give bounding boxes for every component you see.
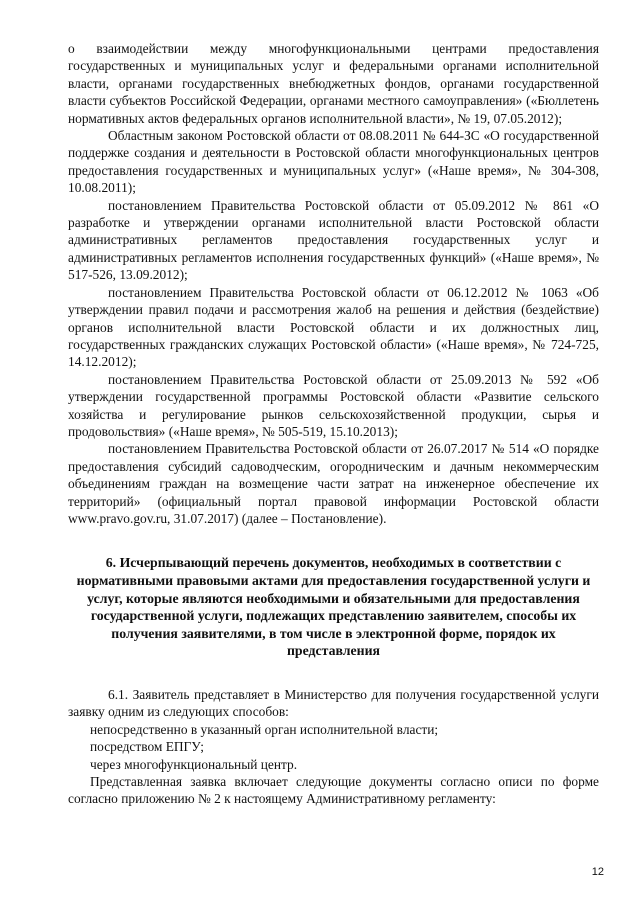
- paragraph-resolution-514: постановлением Правительства Ростовской области от 26.07.2017 № 514 «О порядке предоставления субсидий садоводческим, огородническим и дачным некоммерческим объединениям граждан на возмещение части затрат на инженерное обеспечение их территорий» (официальный портал правовой информации Ростовской области www.pravo.gov.ru, 31.07.2017) (далее – Постановление).: [68, 441, 599, 526]
- list-item-epgu: посредством ЕПГУ;: [90, 739, 204, 755]
- paragraph-interaction-resolution: о взаимодействии между многофункциональными центрами предоставления государственных и муниципальных услуг и федеральными органами исполнительной власти, органами государственных внебюджетных фондов, органами государственной власти субъектов Российской Федерации, органами местного самоуправления» («Бюллетень нормативных актов федеральных органов исполнительной власти», № 19, 07.05.2012);: [68, 41, 599, 126]
- paragraph-6-1: 6.1. Заявитель представляет в Министерство для получения государственной услуги заявку одним из следующих способов:: [68, 686, 599, 720]
- paragraph-regional-law-644: Областным законом Ростовской области от 08.08.2011 № 644-ЗС «О государственной поддержке создания и деятельности в Ростовской области многофункциональных центров предоставления государственных и муниципальных услуг» («Наше время», № 304-308, 10.08.2011);: [68, 128, 599, 196]
- paragraph-application-contents: Представленная заявка включает следующие документы согласно описи по форме согласно приложению № 2 к настоящему Административному регламенту:: [68, 773, 599, 807]
- paragraph-resolution-1063: постановлением Правительства Ростовской области от 06.12.2012 № 1063 «Об утверждении правил подачи и рассмотрения жалоб на решения и действия (бездействие) органов исполнительной власти Ростовской области и их должностных лиц, государственных гражданских служащих Ростовской области» («Наше время», № 724-725, 14.12.2012);: [68, 284, 599, 370]
- page-number: 12: [591, 866, 604, 878]
- paragraph-resolution-861: постановлением Правительства Ростовской области от 05.09.2012 № 861 «О разработке и утверждении органами исполнительной власти Ростовской области административных регламентов предоставления государственных услуг и административных регламентов исполнения государственных функций» («Наше время», № 517-526, 13.09.2012);: [68, 197, 599, 283]
- section-6-heading: 6. Исчерпывающий перечень документов, необходимых в соответствии с нормативными правовыми актами для предоставления государственной услуги и услуг, которые являются необходимыми и обязательными для предоставления государственной услуги, подлежащих представлению заявителем, способы их получения заявителями, в том числе в электронной форме, порядок их представления: [76, 555, 591, 659]
- list-item-mfc: через многофункциональный центр.: [90, 756, 298, 772]
- list-item-direct: непосредственно в указанный орган исполнительной власти;: [90, 721, 439, 737]
- document-page: [68, 40, 599, 808]
- paragraph-resolution-592: постановлением Правительства Ростовской области от 25.09.2013 № 592 «Об утверждении государственной программы Ростовской области «Развитие сельского хозяйства и регулирование рынков сельскохозяйственной продукции, сырья и продовольствия» («Наше время», № 505-519, 15.10.2013);: [68, 371, 599, 439]
